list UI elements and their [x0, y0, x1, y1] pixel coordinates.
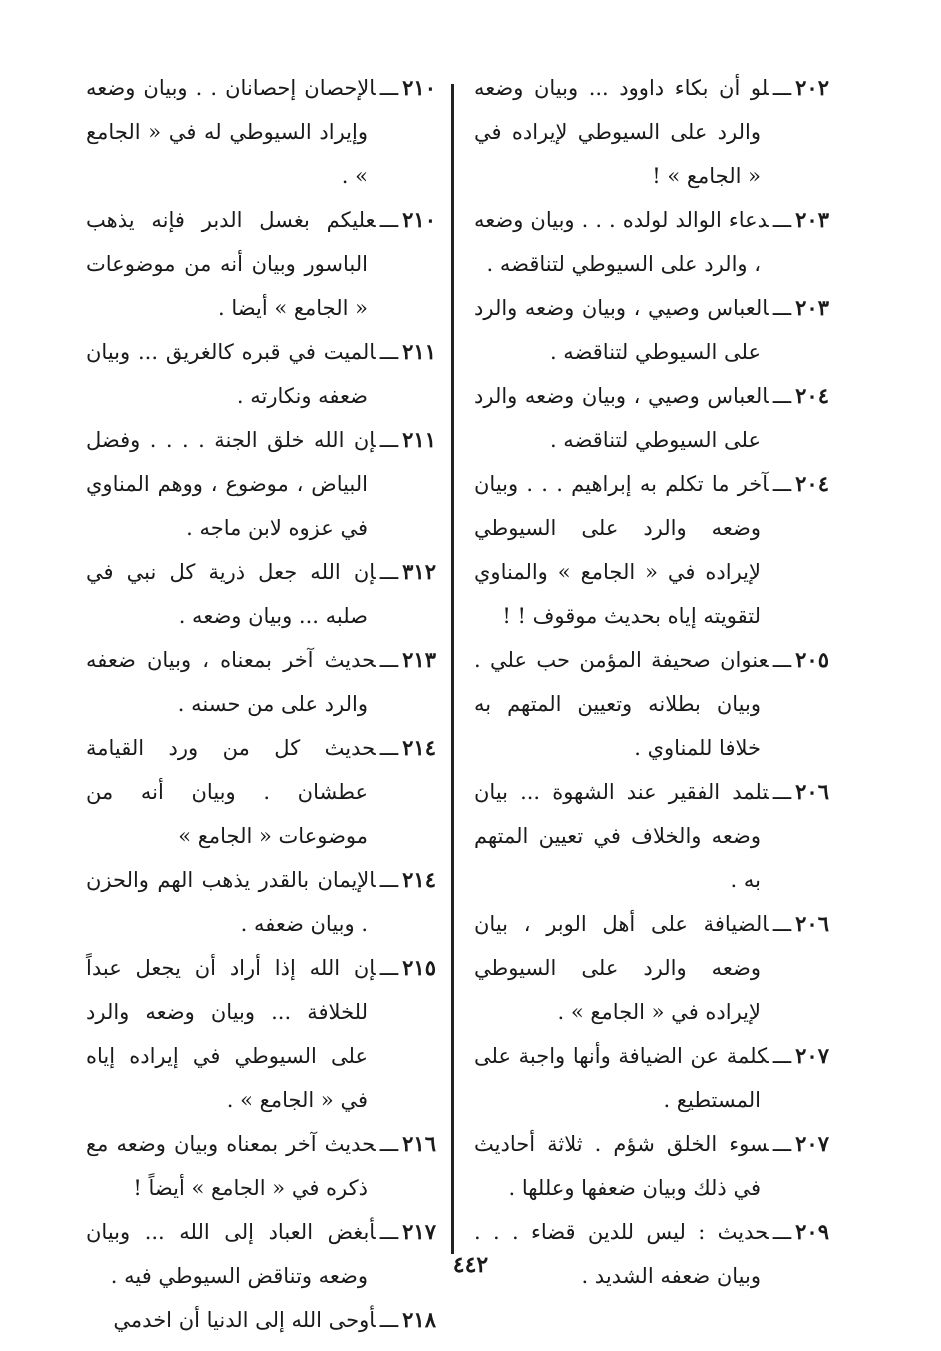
- entry-dash: ـــ: [379, 76, 399, 100]
- entry-text: العباس وصيي ، وبيان وضعه والرد على السيوطي لتناقضه .: [474, 296, 769, 364]
- entry-dash: ـــ: [379, 208, 399, 232]
- index-entry: [86, 330, 436, 418]
- entry-text: أوحى الله إلى الدنيا أن اخدمي: [113, 1308, 376, 1332]
- entry-text: حديث : ليس للدين قضاء . . . وبيان ضعفه الشديد .: [474, 1220, 769, 1288]
- entry-dash: ـــ: [772, 1132, 792, 1156]
- entry-text: إن الله جعل ذرية كل نبي في صلبه ... وبيان وضعه .: [86, 560, 376, 628]
- index-entry: [86, 1298, 436, 1342]
- entry-number: ٢٠٦: [795, 911, 829, 936]
- index-entry: [86, 550, 436, 638]
- entry-number: ٢٠٣: [795, 295, 829, 320]
- entry-dash: ـــ: [379, 956, 399, 980]
- entry-number: ٢٠٢: [795, 75, 829, 100]
- entry-dash: ـــ: [379, 340, 399, 364]
- entry-text: الإحصان إحصانان . . وبيان وضعه وإيراد السيوطي له في « الجامع » .: [86, 76, 376, 188]
- entry-text: الميت في قبره كالغريق ... وبيان ضعفه ونكارته .: [86, 340, 376, 408]
- entry-number: ٢٠٤: [795, 383, 829, 408]
- index-entry: [86, 946, 436, 1122]
- index-entry: [474, 66, 829, 198]
- entry-number: ٢١٣: [402, 647, 436, 672]
- index-entry: [474, 462, 829, 638]
- index-entry: [86, 1122, 436, 1210]
- entry-number: ٢٠٤: [795, 471, 829, 496]
- entry-text: لو أن بكاء داوود ... وبيان وضعه والرد على السيوطي لإيراده في « الجامع » !: [474, 76, 769, 188]
- index-entry: [86, 198, 436, 330]
- page-number: ٤٤٢: [452, 1252, 489, 1278]
- entry-text: عليكم بغسل الدبر فإنه يذهب الباسور وبيان أنه من موضوعات « الجامع » أيضا .: [86, 208, 376, 320]
- entry-text: دعاء الوالد لولده . . . وبيان وضعه ، والرد على السيوطي لتناقضه .: [474, 208, 769, 276]
- index-entry: [474, 1122, 829, 1210]
- index-entry: [86, 726, 436, 858]
- entry-number: ٢٠٣: [795, 207, 829, 232]
- entry-number: ٢٠٧: [795, 1131, 829, 1156]
- index-entry: [86, 66, 436, 198]
- entry-dash: ـــ: [772, 1044, 792, 1068]
- entry-number: ٢٠٦: [795, 779, 829, 804]
- entry-number: ٢١١: [402, 427, 436, 452]
- entry-text: الإيمان بالقدر يذهب الهم والحزن . وبيان ضعفه .: [86, 868, 376, 936]
- entry-dash: ـــ: [772, 648, 792, 672]
- index-entry: [474, 770, 829, 902]
- entry-text: إن الله خلق الجنة . . . . وفضل البياض ، موضوع ، ووهم المناوي في عزوه لابن ماجه .: [86, 428, 376, 540]
- index-entry: [474, 286, 829, 374]
- entry-number: ٢١٦: [402, 1131, 436, 1156]
- left-column: [86, 66, 436, 1342]
- entry-number: ٢١١: [402, 339, 436, 364]
- index-entry: [86, 418, 436, 550]
- entry-dash: ـــ: [772, 780, 792, 804]
- entry-dash: ـــ: [772, 296, 792, 320]
- entry-dash: ـــ: [772, 384, 792, 408]
- entry-text: تلمد الفقير عند الشهوة ... بيان وضعه والخلاف في تعيين المتهم به .: [474, 780, 769, 892]
- entry-text: آخر ما تكلم به إبراهيم . . . وبيان وضعه والرد على السيوطي لإيراده في « الجامع » والمناوي لتقويته إياه بحديث موقوف ! !: [474, 472, 769, 628]
- entry-number: ٢١٧: [402, 1219, 436, 1244]
- entry-number: ٢١٤: [402, 735, 436, 760]
- entry-text: الضيافة على أهل الوبر ، بيان وضعه والرد على السيوطي لإيراده في « الجامع » .: [474, 912, 769, 1024]
- entry-text: كلمة عن الضيافة وأنها واجبة على المستطيع .: [474, 1044, 769, 1112]
- entry-text: عنوان صحيفة المؤمن حب علي . وبيان بطلانه وتعيين المتهم به خلافا للمناوي .: [474, 648, 769, 760]
- entry-number: ٢١٥: [402, 955, 436, 980]
- entry-text: حديث آخر بمعناه وبيان وضعه مع ذكره في « الجامع » أيضاً !: [86, 1132, 376, 1200]
- index-entry: [474, 374, 829, 462]
- entry-number: ٢٠٧: [795, 1043, 829, 1068]
- entry-text: حديث آخر بمعناه ، وبيان ضعفه والرد على من حسنه .: [86, 648, 376, 716]
- entry-text: العباس وصيي ، وبيان وضعه والرد على السيوطي لتناقضه .: [474, 384, 769, 452]
- entry-dash: ـــ: [379, 1132, 399, 1156]
- entry-dash: ـــ: [379, 560, 399, 584]
- entry-dash: ـــ: [379, 868, 399, 892]
- index-entry: [474, 1034, 829, 1122]
- entry-dash: ـــ: [379, 1308, 399, 1332]
- entry-dash: ـــ: [379, 648, 399, 672]
- index-entry: [474, 638, 829, 770]
- entry-dash: ـــ: [379, 428, 399, 452]
- entry-dash: ـــ: [379, 1220, 399, 1244]
- index-entry: [474, 198, 829, 286]
- index-entry: [86, 858, 436, 946]
- index-entry: [474, 902, 829, 1034]
- entry-number: ٣١٢: [402, 559, 436, 584]
- entry-text: أبغض العباد إلى الله ... وبيان وضعه وتناقض السيوطي فيه .: [86, 1220, 376, 1288]
- entry-dash: ـــ: [772, 912, 792, 936]
- index-entry: [86, 638, 436, 726]
- entry-text: حديث كل من ورد القيامة عطشان . وبيان أنه من موضوعات « الجامع »: [86, 736, 376, 848]
- entry-dash: ـــ: [379, 736, 399, 760]
- entry-number: ٢١٨: [402, 1307, 436, 1332]
- entry-number: ٢٠٥: [795, 647, 829, 672]
- entry-dash: ـــ: [772, 76, 792, 100]
- entry-dash: ـــ: [772, 1220, 792, 1244]
- entry-number: ٢٠٩: [795, 1219, 829, 1244]
- entry-number: ٢١٠: [402, 207, 436, 232]
- entry-number: ٢١٤: [402, 867, 436, 892]
- entry-number: ٢١٠: [402, 75, 436, 100]
- column-divider: [451, 84, 454, 1254]
- entry-dash: ـــ: [772, 472, 792, 496]
- right-column: [474, 66, 829, 1298]
- entry-text: إن الله إذا أراد أن يجعل عبداً للخلافة ... وبيان وضعه والرد على السيوطي في إيراده إياه في « الجامع » .: [86, 956, 376, 1112]
- entry-dash: ـــ: [772, 208, 792, 232]
- entry-text: سوء الخلق شؤم . ثلاثة أحاديث في ذلك وبيان ضعفها وعللها .: [474, 1132, 769, 1200]
